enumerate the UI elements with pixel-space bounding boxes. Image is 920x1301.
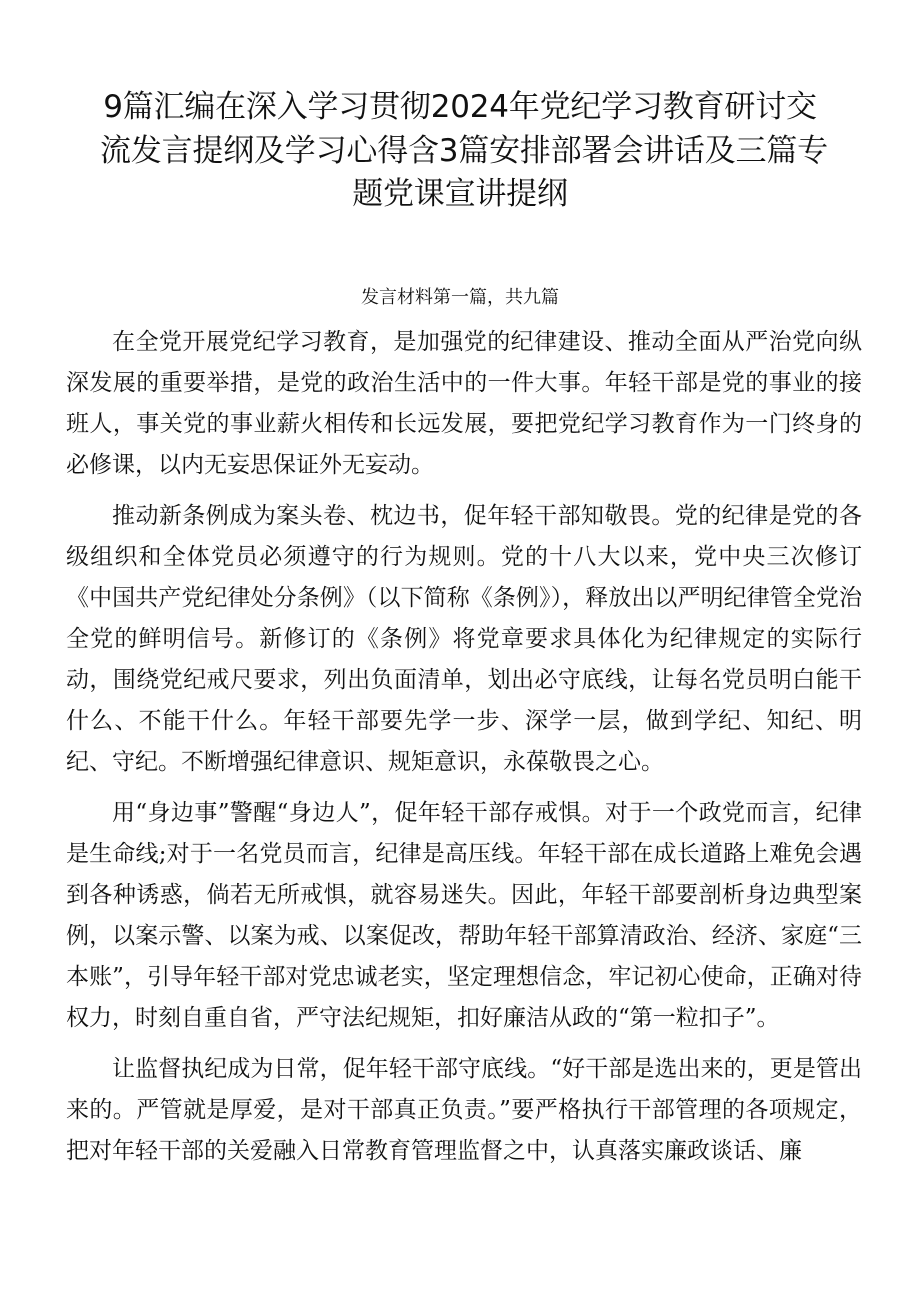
title-line-1: 9篇汇编在深入学习贯彻2024年党纪学习教育研讨交 bbox=[103, 89, 817, 125]
document-body bbox=[66, 322, 862, 1182]
paragraph-3: 用“身边事”警醒“身边人”，促年轻干部存戒惧。对于一个政党而言，纪律是生命线;对于一名党员而言，纪律是高压线。年轻干部在成长道路上难免会遇到各种诱惑，倘若无所戒惧，就容易迷失。因此，年轻干部要剖析身边典型案例，以案示警、以案为戒、以案促改，帮助年轻干部算清政治、经济、家庭“三本账”，引导年轻干部对党忠诚老实，坚定理想信念，牢记初心使命，正确对待权力，时刻自重自省，严守法纪规矩，扣好廉洁从政的“第一粒扣子”。 bbox=[66, 800, 862, 1031]
section-heading: 发言材料第一篇，共九篇 bbox=[361, 287, 559, 308]
paragraph-1: 在全党开展党纪学习教育，是加强党的纪律建设、推动全面从严治党向纵深发展的重要举措，是党的政治生活中的一件大事。年轻干部是党的事业的接班人，事关党的事业薪火相传和长远发展，要把党纪学习教育作为一门终身的必修课，以内无妄思保证外无妄动。 bbox=[66, 329, 862, 478]
title-line-3: 题党课宣讲提纲 bbox=[352, 176, 568, 212]
paragraph-2: 推动新条例成为案头卷、枕边书，促年轻干部知敬畏。党的纪律是党的各级组织和全体党员必须遵守的行为规则。党的十八大以来，党中央三次修订《中国共产党纪律处分条例》（以下简称《条例》），释放出以严明纪律管全党治全党的鲜明信号。新修订的《条例》将党章要求具体化为纪律规定的实际行动，围绕党纪戒尺要求，列出负面清单，划出必守底线，让每名党员明白能干什么、不能干什么。年轻干部要先学一步、深学一层，做到学纪、知纪、明纪、守纪。不断增强纪律意识、规矩意识，永葆敬畏之心。 bbox=[66, 503, 862, 775]
document-title bbox=[100, 86, 828, 217]
paragraph-4: 让监督执纪成为日常，促年轻干部守底线。“好干部是选出来的，更是管出来的。严管就是厚爱，是对干部真正负责。”要严格执行干部管理的各项规定，把对年轻干部的关爱融入日常教育管理监督之中，认真落实廉政谈话、廉 bbox=[66, 1056, 862, 1164]
title-line-2: 流发言提纲及学习心得含3篇安排部署会讲话及三篇专 bbox=[100, 132, 828, 169]
